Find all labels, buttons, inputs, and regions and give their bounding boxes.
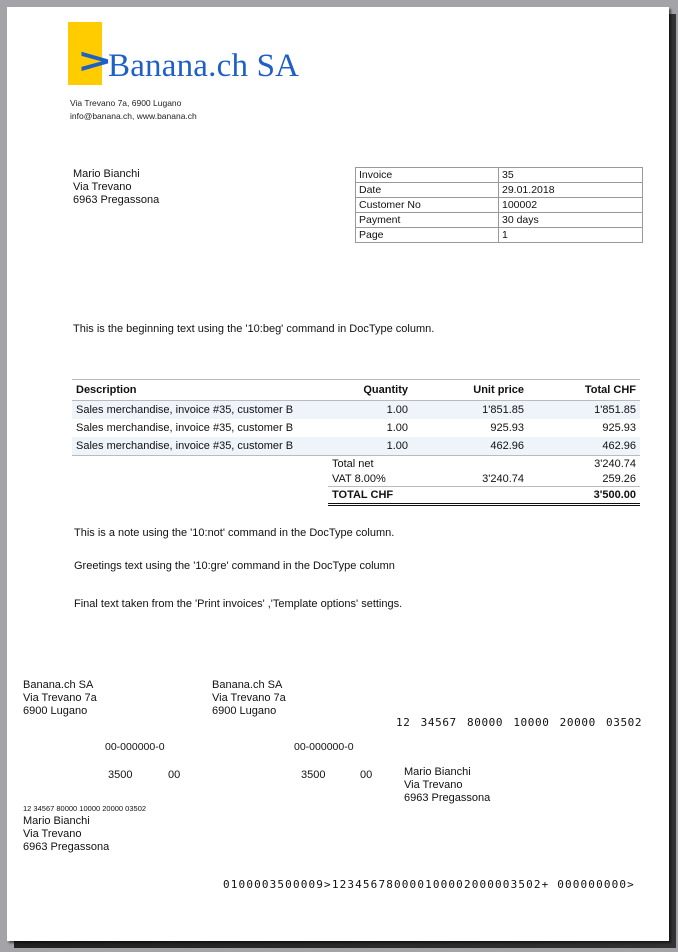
table-row	[72, 437, 640, 456]
grand-total-label: TOTAL CHF	[328, 487, 412, 505]
lines-header-row	[72, 380, 640, 401]
customer-street: Via Trevano	[73, 181, 132, 193]
vat-row	[72, 471, 640, 487]
slip-debtor-left	[23, 815, 109, 854]
row-total: 1'851.85	[528, 401, 640, 420]
debtor-name: Mario Bianchi	[23, 815, 90, 827]
logo-chevron-icon: >	[77, 41, 113, 81]
row-quantity: 1.00	[386, 422, 408, 434]
total-net-label: Total net	[332, 457, 374, 470]
final-text: Final text taken from the 'Print invoices' ,'Template options' settings.	[74, 598, 403, 610]
row-description: Sales merchandise, invoice #35, customer B	[76, 422, 294, 434]
total-net-value: 3'240.74	[594, 457, 636, 470]
debtor-city: 6963 Pregassona	[23, 841, 110, 853]
creditor-city: 6900 Lugano	[23, 705, 88, 717]
slip-reference-small: 12 34567 80000 10000 20000 03502	[23, 804, 147, 813]
slip-debtor-right	[404, 766, 490, 805]
debtor-street: Via Trevano	[404, 779, 463, 791]
vat-value: 259.26	[602, 472, 636, 485]
creditor-street: Via Trevano 7a	[212, 692, 286, 704]
slip-reference-number: 12 34567 80000 10000 20000 03502	[396, 716, 643, 729]
creditor-name: Banana.ch SA	[23, 679, 94, 691]
info-value: 100002	[499, 198, 643, 213]
slip-amount-right-cents: 00	[360, 769, 373, 781]
total-net-row	[72, 456, 640, 472]
row-total: 925.93	[602, 422, 636, 434]
info-value: 30 days	[499, 213, 643, 228]
slip-account-right: 00-000000-0	[294, 741, 354, 753]
info-row-customer-no	[356, 198, 643, 213]
info-row-page	[356, 228, 643, 243]
slip-amount-left-cents: 00	[168, 769, 181, 781]
spacer-cell	[412, 456, 528, 472]
spacer-cell	[72, 471, 328, 487]
creditor-street: Via Trevano 7a	[23, 692, 97, 704]
note-text: This is a note using the '10:not' command in the DocType column.	[74, 527, 395, 539]
sender-contact-line: info@banana.ch, www.banana.ch	[70, 111, 197, 121]
vat-label: VAT 8.00%	[332, 472, 386, 485]
customer-address	[73, 168, 159, 207]
greetings-text: Greetings text using the '10:gre' command in the DocType column	[74, 560, 395, 572]
begin-text: This is the beginning text using the '10:beg' command in DocType column.	[73, 323, 435, 335]
info-row-payment	[356, 213, 643, 228]
table-row	[72, 419, 640, 437]
debtor-street: Via Trevano	[23, 828, 82, 840]
table-row	[72, 401, 640, 420]
header-total: Total CHF	[528, 380, 640, 401]
info-row-date	[356, 183, 643, 198]
debtor-city: 6963 Pregassona	[404, 792, 491, 804]
creditor-city: 6900 Lugano	[212, 705, 277, 717]
row-unit-price: 462.96	[412, 437, 528, 456]
slip-receipt-creditor	[23, 679, 97, 718]
company-logo-text: Banana.ch SA	[108, 48, 300, 84]
invoice-info-table	[355, 167, 643, 243]
invoice-lines-table	[72, 379, 640, 506]
customer-city: 6963 Pregassona	[73, 194, 160, 206]
info-label: Payment	[356, 213, 499, 228]
info-value: 35	[499, 168, 643, 183]
info-value: 29.01.2018	[499, 183, 643, 198]
slip-amount-right-francs: 3500	[301, 769, 326, 781]
info-label: Customer No	[356, 198, 499, 213]
header-unit-price: Unit price	[412, 380, 528, 401]
header-description: Description	[72, 380, 328, 401]
sender-address-line: Via Trevano 7a, 6900 Lugano	[70, 98, 182, 108]
row-unit-price: 925.93	[490, 422, 524, 434]
header-quantity: Quantity	[328, 380, 412, 401]
spacer-cell	[412, 487, 528, 505]
info-value: 1	[499, 228, 643, 243]
invoice-page	[7, 7, 669, 941]
slip-account-left: 00-000000-0	[105, 741, 165, 753]
row-description: Sales merchandise, invoice #35, customer B	[72, 401, 328, 420]
spacer-cell	[72, 487, 328, 505]
customer-name: Mario Bianchi	[73, 168, 140, 180]
row-quantity: 1.00	[328, 401, 412, 420]
slip-amount-left-francs: 3500	[108, 769, 133, 781]
grand-total-row	[72, 487, 640, 505]
vat-base: 3'240.74	[482, 472, 524, 485]
row-quantity: 1.00	[328, 437, 412, 456]
row-unit-price: 1'851.85	[412, 401, 528, 420]
info-label: Date	[356, 183, 499, 198]
info-label: Invoice	[356, 168, 499, 183]
row-description: Sales merchandise, invoice #35, customer B	[72, 437, 328, 456]
info-label: Page	[356, 228, 499, 243]
slip-coding-line: 0100003500009>123456780000100002000003502+ 000000000>	[223, 878, 635, 891]
creditor-name: Banana.ch SA	[212, 679, 283, 691]
row-total: 462.96	[528, 437, 640, 456]
sender-address	[70, 97, 197, 123]
grand-total-value: 3'500.00	[528, 487, 640, 505]
spacer-cell	[72, 456, 328, 472]
slip-payment-creditor	[212, 679, 286, 718]
debtor-name: Mario Bianchi	[404, 766, 471, 778]
info-row-invoice	[356, 168, 643, 183]
